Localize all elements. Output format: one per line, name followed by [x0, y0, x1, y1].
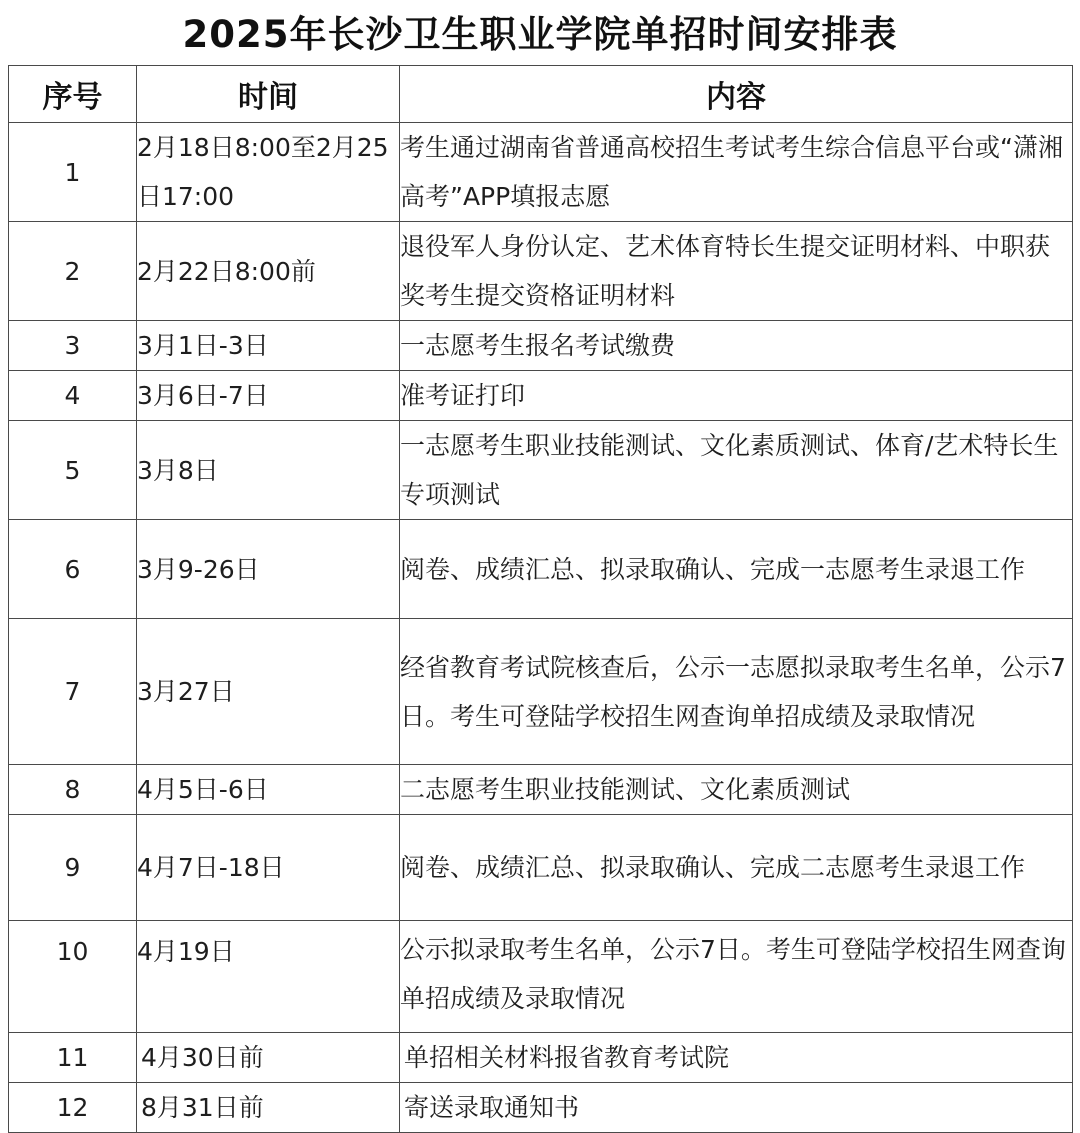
row-content: 一志愿考生报名考试缴费	[400, 321, 1073, 371]
row-index: 8	[9, 765, 137, 815]
row-content	[400, 921, 1073, 1033]
row-time: 3月6日-7日	[137, 371, 400, 421]
row-index: 11	[9, 1033, 137, 1083]
table-header-row	[9, 66, 1073, 123]
row-content	[400, 520, 1073, 619]
row-index: 9	[9, 815, 137, 921]
table-row	[9, 921, 1073, 1033]
row-time-text: 2月18日8:00至2月25日17:00	[137, 133, 389, 211]
row-content	[400, 619, 1073, 765]
header-content: 内容	[400, 66, 1073, 123]
row-index: 6	[9, 520, 137, 619]
table-row	[9, 222, 1073, 321]
row-content	[400, 123, 1073, 222]
table-row	[9, 815, 1073, 921]
table-row	[9, 520, 1073, 619]
row-content: 准考证打印	[400, 371, 1073, 421]
table-row	[9, 371, 1073, 421]
page-title: 2025年长沙卫生职业学院单招时间安排表	[182, 13, 898, 56]
row-time: 4月19日	[137, 921, 400, 1033]
row-time: 3月1日-3日	[137, 321, 400, 371]
table-row	[9, 619, 1073, 765]
row-content: 寄送录取通知书	[400, 1083, 1073, 1133]
row-content-text: 公示拟录取考生名单，公示7日。考生可登陆学校招生网查询单招成绩及录取情况	[400, 935, 1066, 1013]
row-time: 3月27日	[137, 619, 400, 765]
row-index: 7	[9, 619, 137, 765]
header-time: 时间	[137, 66, 400, 123]
table-row	[9, 421, 1073, 520]
row-content-text: 阅卷、成绩汇总、拟录取确认、完成一志愿考生录退工作	[400, 554, 1026, 584]
row-content	[400, 222, 1073, 321]
table-row	[9, 1083, 1073, 1133]
row-content-text: 一志愿考生职业技能测试、文化素质测试、体育/艺术特长生专项测试	[400, 431, 1059, 509]
row-content-text: 考生通过湖南省普通高校招生考试考生综合信息平台或“潇湘高考”APP填报志愿	[400, 133, 1063, 211]
table-row	[9, 123, 1073, 222]
row-index: 5	[9, 421, 137, 520]
header-index: 序号	[9, 66, 137, 123]
row-time: 4月7日-18日	[137, 815, 400, 921]
row-content: 单招相关材料报省教育考试院	[400, 1033, 1073, 1083]
row-index: 4	[9, 371, 137, 421]
table-row	[9, 321, 1073, 371]
row-time: 2月22日8:00前	[137, 222, 400, 321]
row-index: 3	[9, 321, 137, 371]
row-content	[400, 815, 1073, 921]
row-index: 1	[9, 123, 137, 222]
table-row	[9, 765, 1073, 815]
schedule-table	[8, 65, 1073, 1133]
row-index: 12	[9, 1083, 137, 1133]
row-time: 8月31日前	[137, 1083, 400, 1133]
row-content-text: 经省教育考试院核查后，公示一志愿拟录取考生名单，公示7日。考生可登陆学校招生网查询单招成绩及录取情况	[400, 652, 1066, 731]
row-time: 4月5日-6日	[137, 765, 400, 815]
row-content-text: 阅卷、成绩汇总、拟录取确认、完成二志愿考生录退工作	[400, 853, 1026, 882]
row-content: 二志愿考生职业技能测试、文化素质测试	[400, 765, 1073, 815]
table-row	[9, 1033, 1073, 1083]
row-index: 2	[9, 222, 137, 321]
row-content	[400, 421, 1073, 520]
row-time: 4月30日前	[137, 1033, 400, 1083]
row-time	[137, 123, 400, 222]
row-content-text: 退役军人身份认定、艺术体育特长生提交证明材料、中职获奖考生提交资格证明材料	[400, 232, 1051, 310]
row-time: 3月8日	[137, 421, 400, 520]
row-time: 3月9-26日	[137, 520, 400, 619]
row-index: 10	[9, 921, 137, 1033]
